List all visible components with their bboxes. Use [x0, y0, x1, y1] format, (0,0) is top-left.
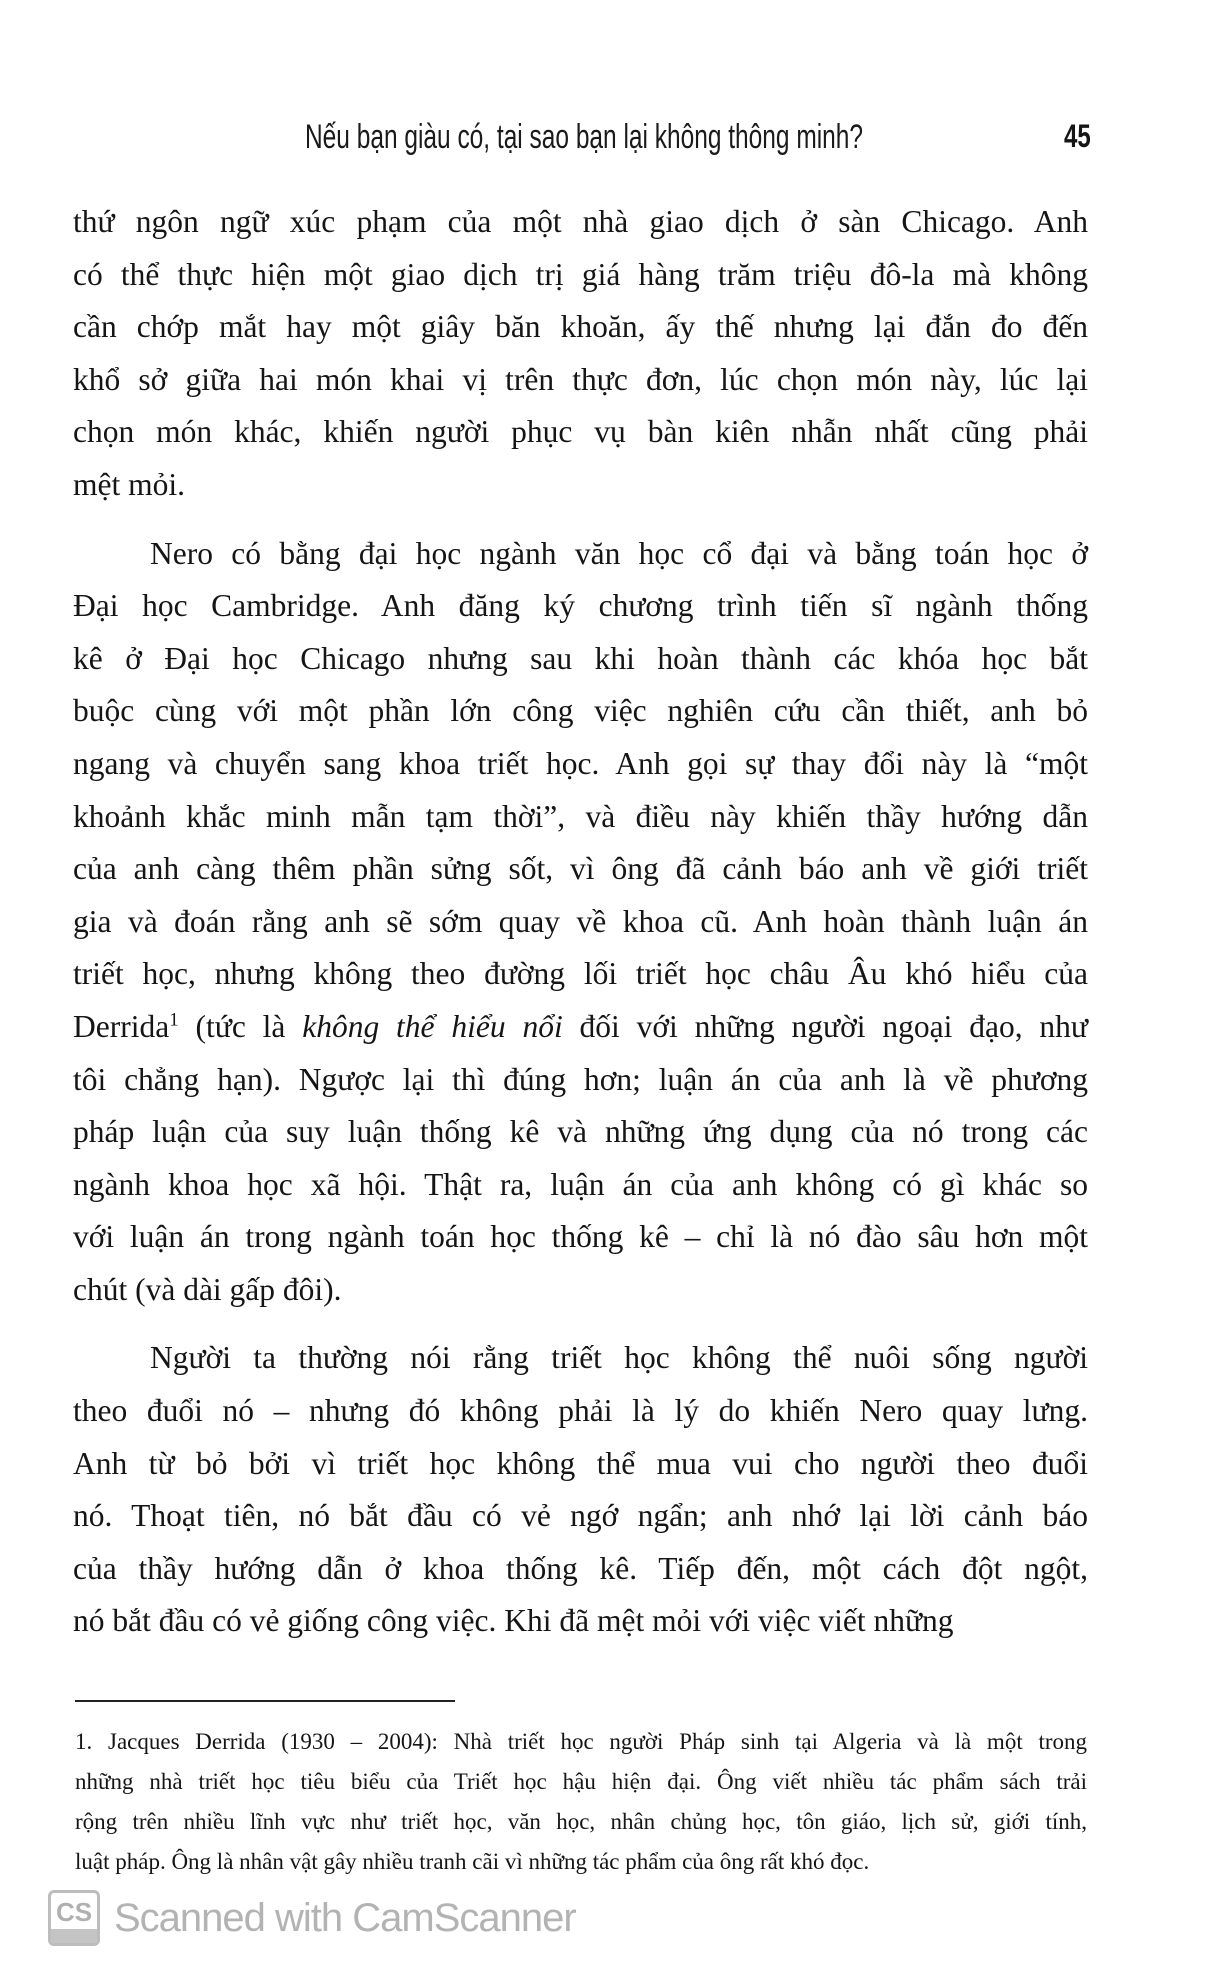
footnote-reference[interactable]: 1	[169, 1009, 179, 1031]
text-line: theo đuổi nó – nhưng đó không phải là lý do khiến Nero quay lưng.	[73, 1393, 1088, 1429]
text-line: triết học, nhưng không theo đường lối triết học châu Âu khó hiểu của	[73, 956, 1088, 992]
footnote-line: luật pháp. Ông là nhân vật gây nhiều tranh cãi vì những tác phẩm của ông rất khó đọc.	[75, 1849, 870, 1874]
text-line: gia và đoán rằng anh sẽ sớm quay về khoa cũ. Anh hoàn thành luận án	[73, 903, 1088, 939]
text-line: chọn món khác, khiến người phục vụ bàn kiên nhẫn nhất cũng phải	[73, 414, 1088, 450]
text-line: pháp luận của suy luận thống kê và những ứng dụng của nó trong các	[73, 1114, 1088, 1150]
paragraph	[73, 528, 1088, 1317]
body-text	[73, 196, 1088, 1664]
text-line: buộc cùng với một phần lớn công việc nghiên cứu cần thiết, anh bỏ	[73, 693, 1088, 729]
footnote-divider	[75, 1700, 455, 1702]
text-segment: (tức là	[178, 1008, 303, 1044]
paragraph	[73, 196, 1088, 512]
text-line: với luận án trong ngành toán học thống kê – chỉ là nó đào sâu hơn một	[73, 1219, 1088, 1255]
running-title: Nếu bạn giàu có, tại sao bạn lại không thông minh?	[305, 118, 863, 156]
paragraph	[73, 1332, 1088, 1648]
camscanner-watermark	[48, 1890, 576, 1946]
text-line: Anh từ bỏ bởi vì triết học không thể mua vui cho người theo đuổi	[73, 1445, 1088, 1481]
text-segment: Derrida	[73, 1008, 170, 1044]
text-line: ngang và chuyển sang khoa triết học. Anh gọi sự thay đổi này là “một	[73, 745, 1088, 781]
text-line: khoảnh khắc minh mẫn tạm thời”, và điều này khiến thầy hướng dẫn	[73, 798, 1088, 834]
text-line: Đại học Cambridge. Anh đăng ký chương trình tiến sĩ ngành thống	[73, 588, 1088, 624]
text-line: của anh càng thêm phần sửng sốt, vì ông đã cảnh báo anh về giới triết	[73, 851, 1088, 887]
text-line: khổ sở giữa hai món khai vị trên thực đơn, lúc chọn món này, lúc lại	[73, 361, 1088, 397]
page-number: 45	[1064, 118, 1091, 154]
watermark-text: Scanned with CamScanner	[114, 1895, 576, 1940]
text-line: có thể thực hiện một giao dịch trị giá hàng trăm triệu đô-la mà không	[73, 256, 1088, 292]
italic-text: không thể hiểu nổi	[302, 1008, 563, 1044]
text-line: Người ta thường nói rằng triết học không thể nuôi sống người	[150, 1340, 1088, 1376]
footnote	[75, 1722, 1087, 1882]
camscanner-logo-icon: CS	[48, 1890, 100, 1946]
text-line: thứ ngôn ngữ xúc phạm của một nhà giao dịch ở sàn Chicago. Anh	[73, 204, 1088, 239]
footnote-line: những nhà triết học tiêu biểu của Triết học hậu hiện đại. Ông viết nhiều tác phẩm sách trải	[75, 1769, 1087, 1794]
text-line: tôi chẳng hạn). Ngược lại thì đúng hơn; luận án của anh là về phương	[73, 1061, 1088, 1097]
text-line: Nero có bằng đại học ngành văn học cổ đại và bằng toán học ở	[150, 535, 1088, 571]
text-line: cần chớp mắt hay một giây băn khoăn, ấy thế nhưng lại đắn đo đến	[73, 309, 1088, 345]
text-line: của thầy hướng dẫn ở khoa thống kê. Tiếp đến, một cách đột ngột,	[73, 1550, 1088, 1586]
text-line	[73, 1001, 1088, 1054]
text-line: nó. Thoạt tiên, nó bắt đầu có vẻ ngớ ngẩn; anh nhớ lại lời cảnh báo	[73, 1498, 1088, 1534]
text-line: chút (và dài gấp đôi).	[73, 1271, 342, 1307]
footnote-line: rộng trên nhiều lĩnh vực như triết học, văn học, nhân chủng học, tôn giáo, lịch sử, giới tính,	[75, 1809, 1087, 1834]
text-segment: đối với những người ngoại đạo, như	[562, 1008, 1088, 1044]
page-header	[0, 118, 1216, 162]
text-line: ngành khoa học xã hội. Thật ra, luận án của anh không có gì khác so	[73, 1166, 1088, 1202]
text-line: nó bắt đầu có vẻ giống công việc. Khi đã mệt mỏi với việc viết những	[73, 1603, 954, 1639]
text-line: kê ở Đại học Chicago nhưng sau khi hoàn thành các khóa học bắt	[73, 640, 1088, 676]
text-line: mệt mỏi.	[73, 466, 185, 502]
footnote-line: 1. Jacques Derrida (1930 – 2004): Nhà triết học người Pháp sinh tại Algeria và là một trong	[75, 1729, 1087, 1754]
